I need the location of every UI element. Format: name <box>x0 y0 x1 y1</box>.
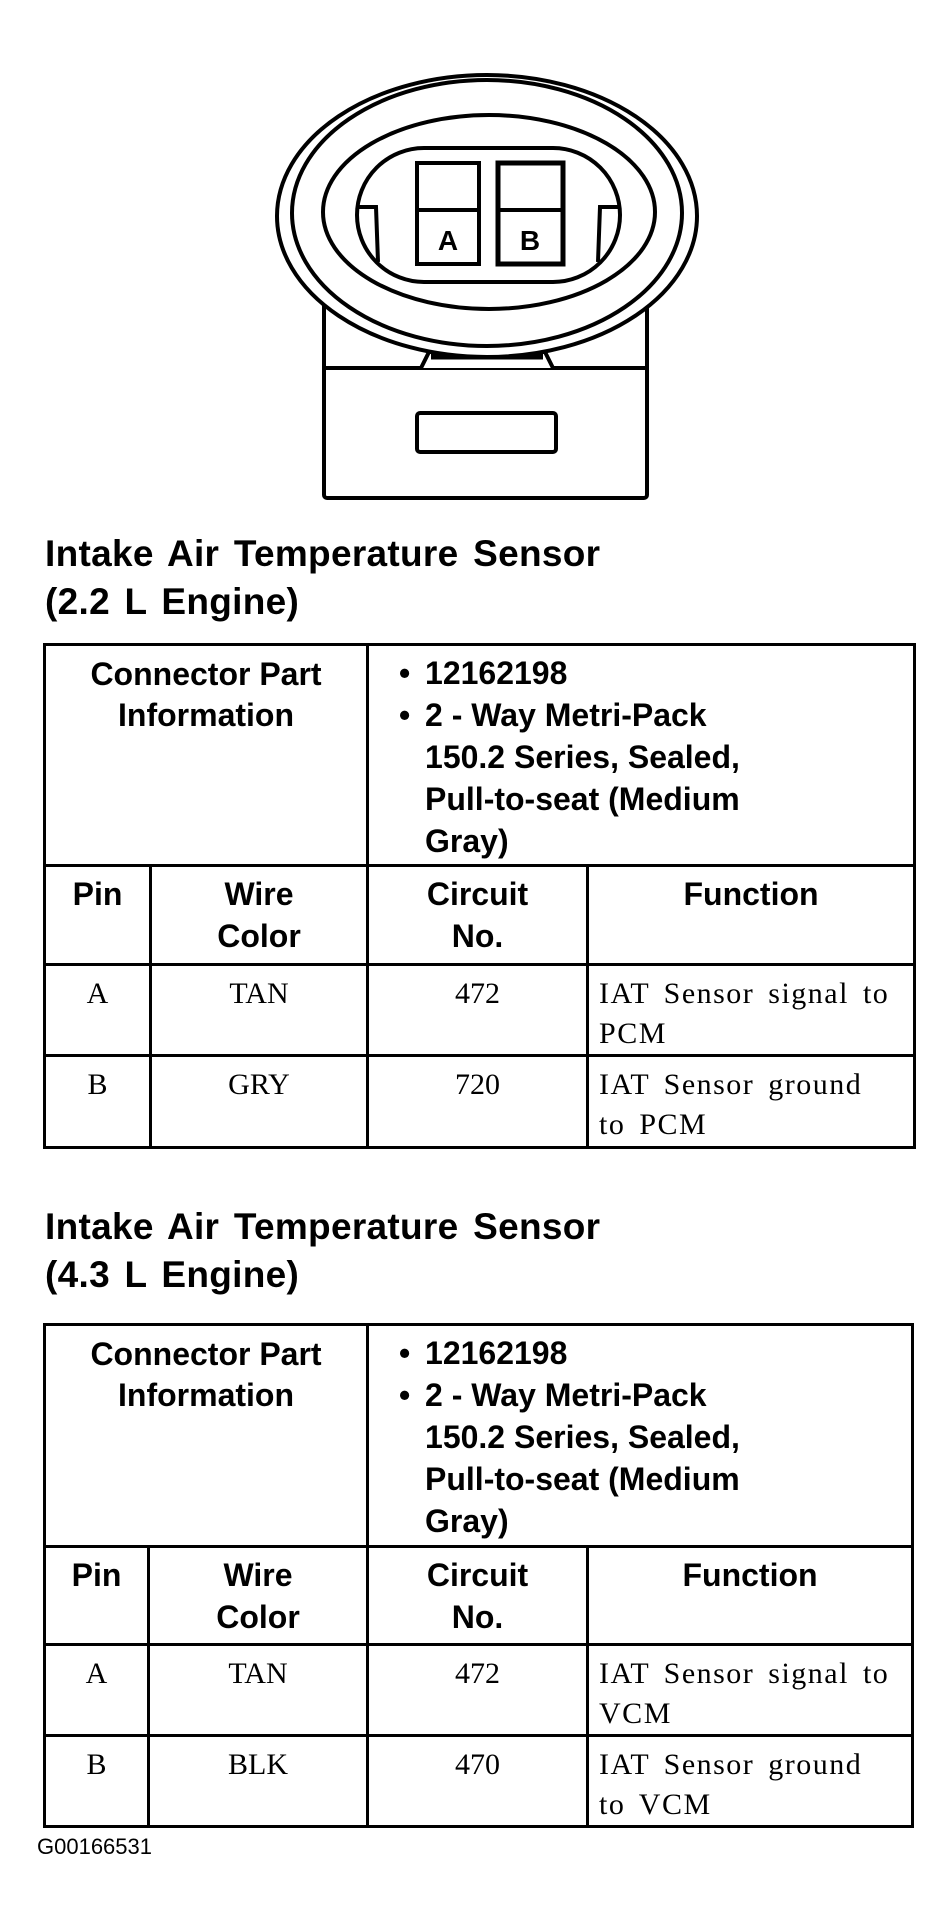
header-wire-color: Wire Color <box>149 1547 368 1645</box>
pinout-table <box>43 1323 914 1828</box>
function-cell: IAT Sensor signal to PCM <box>588 965 915 1056</box>
section-title <box>45 1203 600 1299</box>
table-row <box>45 1736 913 1827</box>
connector-info-label <box>45 1325 368 1547</box>
title-line: Intake Air Temperature Sensor <box>45 1206 601 1247</box>
table-row <box>45 1056 915 1148</box>
connector-description: • 2 - Way Metri-Pack 150.2 Series, Sealed, Pull-to-seat (Medium Gray) <box>399 694 913 862</box>
header-function: Function <box>588 866 915 965</box>
title-subline: (2.2 L Engine) <box>45 581 300 622</box>
wire-color-cell: BLK <box>149 1736 368 1827</box>
wire-color-cell: TAN <box>149 1645 368 1736</box>
circuit-cell: 472 <box>368 1645 588 1736</box>
header-row <box>45 866 915 965</box>
circuit-cell: 470 <box>368 1736 588 1827</box>
header-row <box>45 1547 913 1645</box>
function-cell: IAT Sensor ground to VCM <box>588 1736 913 1827</box>
table-row <box>45 965 915 1056</box>
pin-cell: B <box>45 1736 149 1827</box>
label-line: Information <box>118 697 294 733</box>
pinout-table <box>43 643 916 1149</box>
connector-diagram <box>0 0 948 520</box>
header-wire-color: Wire Color <box>151 866 368 965</box>
pin-cell: A <box>45 1645 149 1736</box>
pin-cell: A <box>45 965 151 1056</box>
circuit-cell: 472 <box>368 965 588 1056</box>
cavity-label-b: B <box>519 225 541 256</box>
label-line: Information <box>118 1377 294 1413</box>
section-title <box>45 530 600 626</box>
connector-outer-ring <box>277 75 697 357</box>
header-circuit-no: Circuit No. <box>368 1547 588 1645</box>
connector-info-list <box>368 645 915 866</box>
part-number: • 12162198 <box>399 1332 911 1374</box>
pin-cell: B <box>45 1056 151 1148</box>
figure-id: G00166531 <box>37 1834 152 1859</box>
cavity-label-a: A <box>437 225 459 256</box>
circuit-cell: 720 <box>368 1056 588 1148</box>
label-line: Connector Part <box>90 656 322 692</box>
header-circuit-no: Circuit No. <box>368 866 588 965</box>
connector-info-list <box>368 1325 913 1547</box>
wire-color-cell: TAN <box>151 965 368 1056</box>
title-line: Intake Air Temperature Sensor <box>45 533 601 574</box>
function-cell: IAT Sensor ground to PCM <box>588 1056 915 1148</box>
connector-description: • 2 - Way Metri-Pack 150.2 Series, Sealed, Pull-to-seat (Medium Gray) <box>399 1374 911 1542</box>
function-cell: IAT Sensor signal to VCM <box>588 1645 913 1736</box>
wire-color-cell: GRY <box>151 1056 368 1148</box>
table-row <box>45 1645 913 1736</box>
title-subline: (4.3 L Engine) <box>45 1254 300 1295</box>
connector-info-label <box>45 645 368 866</box>
header-pin: Pin <box>45 866 151 965</box>
header-function: Function <box>588 1547 913 1645</box>
header-pin: Pin <box>45 1547 149 1645</box>
label-line: Connector Part <box>90 1336 322 1372</box>
part-number: • 12162198 <box>399 652 913 694</box>
